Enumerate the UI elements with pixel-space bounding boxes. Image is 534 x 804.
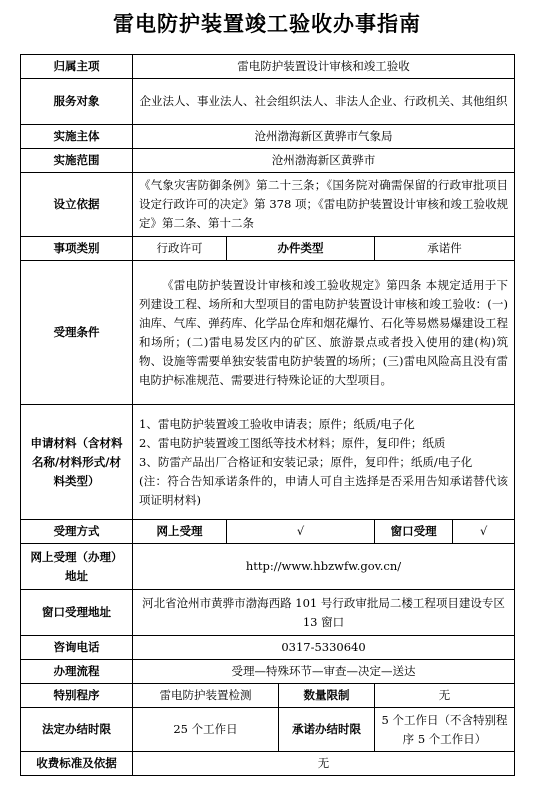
row-online-address	[21, 544, 515, 590]
row-phone	[21, 636, 515, 660]
online-acceptance-check: √	[227, 520, 375, 544]
row-deadline	[21, 708, 515, 752]
row-special	[21, 684, 515, 708]
process-label: 办理流程	[21, 660, 133, 684]
row-category	[21, 237, 515, 261]
fee-label: 收费标准及依据	[21, 752, 133, 776]
window-acceptance-split	[375, 520, 514, 543]
promise-label: 承诺办结时限	[279, 708, 375, 752]
handling-type-label: 办件类型	[227, 237, 375, 261]
phone-label: 咨询电话	[21, 636, 133, 660]
service-target-value: 企业法人、事业法人、社会组织法人、非法人企业、行政机关、其他组织	[133, 79, 515, 125]
row-materials	[21, 405, 515, 520]
window-address-value: 河北省沧州市黄骅市渤海西路 101 号行政审批局二楼工程项目建设专区 13 窗口	[133, 590, 515, 636]
quota-value: 无	[375, 684, 515, 708]
materials-list	[133, 405, 515, 520]
basis-label: 设立依据	[21, 173, 133, 237]
online-address-link[interactable]: http://www.hbzwfw.gov.cn/	[133, 544, 515, 590]
page-title: 雷电防护装置竣工验收办事指南	[113, 12, 421, 36]
online-acceptance-label: 网上受理	[133, 520, 227, 544]
materials-label: 申请材料（含材料名称/材料形式/材料类型）	[21, 405, 133, 520]
row-window-address	[21, 590, 515, 636]
window-acceptance-check: √	[480, 524, 488, 538]
row-basis	[21, 173, 515, 237]
row-service-target	[21, 79, 515, 125]
window-acceptance-label: 窗口受理	[375, 520, 453, 543]
scope-value: 沧州渤海新区黄骅市	[133, 149, 515, 173]
deadline-value: 25 个工作日	[133, 708, 279, 752]
fee-value: 无	[133, 752, 515, 776]
method-label: 受理方式	[21, 520, 133, 544]
category-label: 事项类别	[21, 237, 133, 261]
online-address-label: 网上受理（办理）地址	[21, 544, 133, 590]
conditions-label: 受理条件	[21, 261, 133, 405]
row-owner	[21, 55, 515, 79]
row-method	[21, 520, 515, 544]
special-label: 特别程序	[21, 684, 133, 708]
scope-label: 实施范围	[21, 149, 133, 173]
material-item: 2、雷电防护装置竣工图纸等技术材料；原件，复印件；纸质	[139, 435, 446, 450]
service-target-label: 服务对象	[21, 79, 133, 125]
handling-type-value: 承诺件	[375, 237, 515, 261]
quota-label: 数量限制	[279, 684, 375, 708]
window-acceptance-cell	[375, 520, 515, 544]
material-item: 3、防雷产品出厂合格证和安装记录；原件，复印件；纸质/电子化	[139, 454, 473, 469]
basis-value: 《气象灾害防御条例》第二十三条；《国务院对确需保留的行政审批项目设定行政许可的决定》第 378 项；《雷电防护装置设计审核和竣工验收规定》第二条、第十二条	[133, 173, 515, 237]
material-item: 1、雷电防护装置竣工验收申请表；原件；纸质/电子化	[139, 416, 415, 431]
row-implementer	[21, 125, 515, 149]
window-address-label: 窗口受理地址	[21, 590, 133, 636]
row-fee	[21, 752, 515, 776]
implementer-value: 沧州渤海新区黄骅市气象局	[133, 125, 515, 149]
conditions-value: 《雷电防护装置设计审核和竣工验收规定》第四条 本规定适用于下列建设工程、场所和大型项目的雷电防护装置设计审核和竣工验收：(一)油库、气库、弹药库、化学品仓库和烟花爆竹、石化等易燃易爆建设工程和场所；(二)雷电易发区内的矿区、旅游景点或者投入使用的建(构)筑物、设施等需要单独安装雷电防护装置的场所；(三)雷电风险高且没有雷电防护标准规范、需要进行特殊论证的大型项目。	[133, 261, 515, 405]
row-scope	[21, 149, 515, 173]
owner-label: 归属主项	[21, 55, 133, 79]
promise-value: 5 个工作日（不含特别程序 5 个工作日）	[375, 708, 515, 752]
deadline-label: 法定办结时限	[21, 708, 133, 752]
implementer-label: 实施主体	[21, 125, 133, 149]
row-process	[21, 660, 515, 684]
phone-value: 0317-5330640	[133, 636, 515, 660]
process-value: 受理—特殊环节—审查—决定—送达	[133, 660, 515, 684]
owner-value: 雷电防护装置设计审核和竣工验收	[133, 55, 515, 79]
special-value: 雷电防护装置检测	[133, 684, 279, 708]
row-conditions	[21, 261, 515, 405]
guide-table	[20, 54, 515, 776]
material-note: (注：符合告知承诺条件的，申请人可自主选择是否采用告知承诺替代该项证明材料)	[139, 473, 508, 507]
category-value: 行政许可	[133, 237, 227, 261]
